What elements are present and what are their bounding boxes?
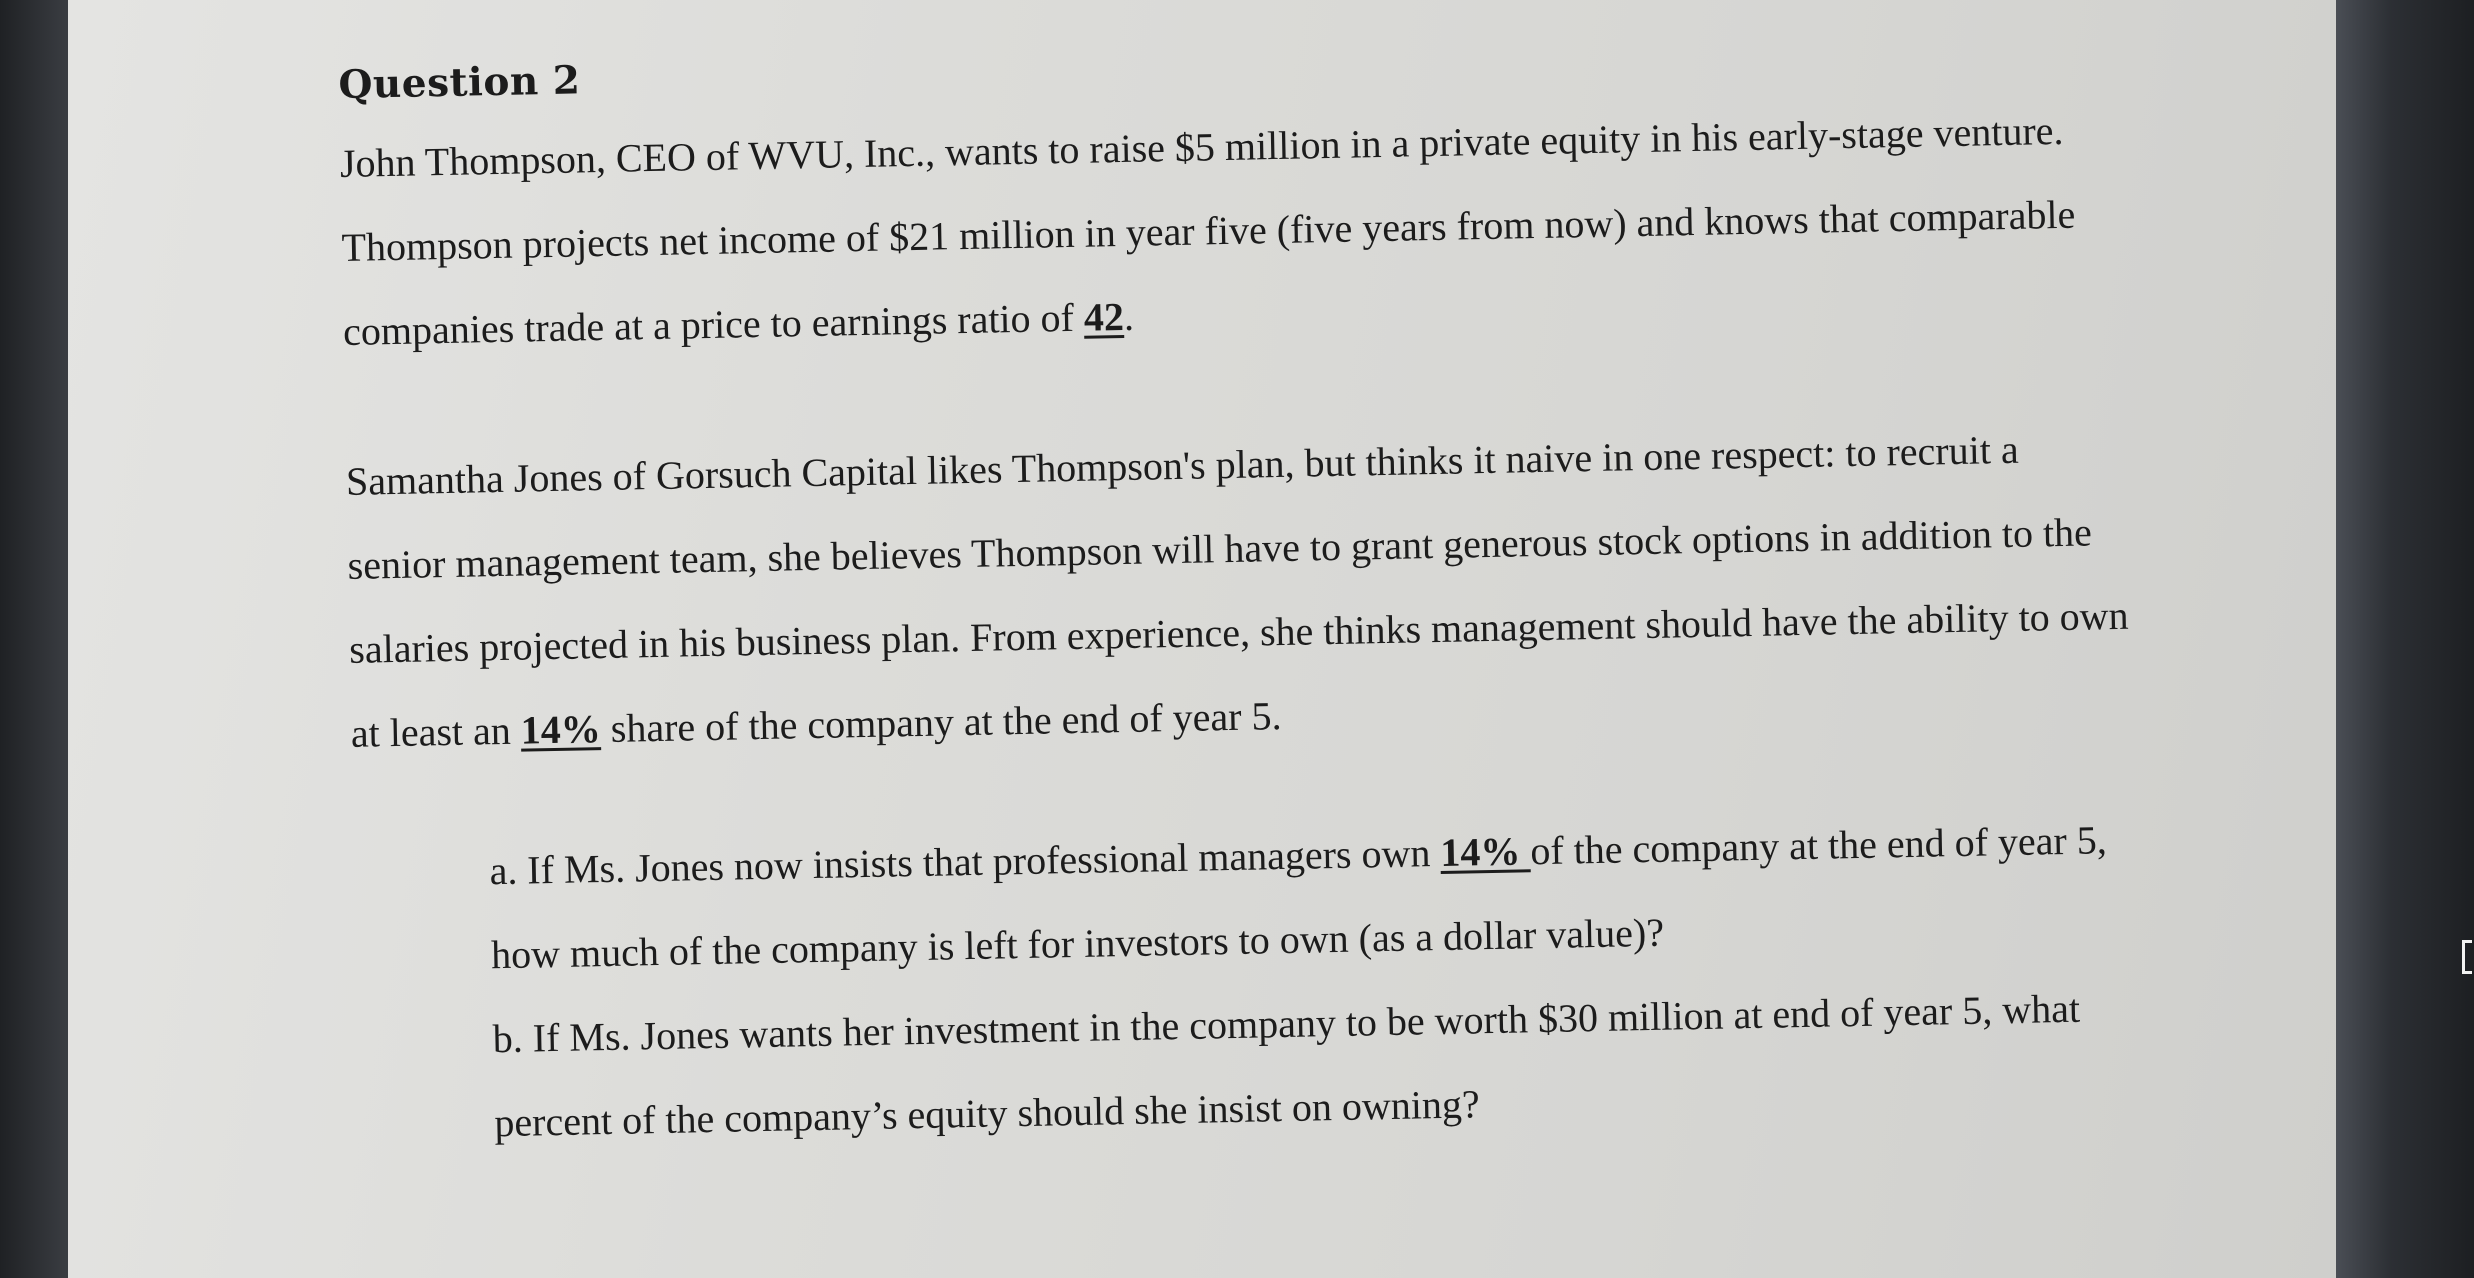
paragraph-2 <box>345 406 2131 776</box>
paragraph-1-text: John Thompson, CEO of WVU, Inc., wants to raise $5 million in a private equity in his early-stage venture. Thompson projects net income of $21 million in year five (five years from now) and knows that comparable companies trade at a price to earnings ratio of <box>339 107 2076 354</box>
question-heading: Question 2 <box>338 57 581 108</box>
part-b: b. If Ms. Jones wants her investment in the company to be worth $30 million at end of year 5, what percent of the company’s equity should she insist on owning? <box>492 985 2081 1146</box>
paragraph-1-end: . <box>1123 293 1135 339</box>
paragraph-1 <box>339 88 2124 374</box>
management-share-value: 14% <box>520 706 602 753</box>
part-a-text: a. If Ms. Jones now insists that professional managers own <box>489 829 1441 894</box>
document-screen <box>68 0 2336 1278</box>
part-a <box>489 797 2152 997</box>
paragraph-2-end: share of the company at the end of year 5. <box>600 693 1282 752</box>
sub-questions <box>489 797 2155 1165</box>
part-a-share-value: 14% <box>1439 828 1531 875</box>
pe-ratio-value: 42 <box>1083 293 1125 340</box>
monitor-left-bezel <box>0 0 68 1278</box>
paragraph-2-text: Samantha Jones of Gorsuch Capital likes Thompson's plan, but thinks it naive in one respect: to recruit a senior management team, she believes Thompson will have to grant generous stock options in addition to the salaries projected in his business plan. From experience, she thinks management should have the ability to own at least an <box>345 426 2129 756</box>
part-a-end: of the company at the end of year 5, how much of the company is left for investors to own (as a dollar value)? <box>490 817 2108 978</box>
question-content <box>338 27 2159 1167</box>
cursor-icon <box>2462 940 2472 974</box>
monitor-right-bezel <box>2336 0 2474 1278</box>
